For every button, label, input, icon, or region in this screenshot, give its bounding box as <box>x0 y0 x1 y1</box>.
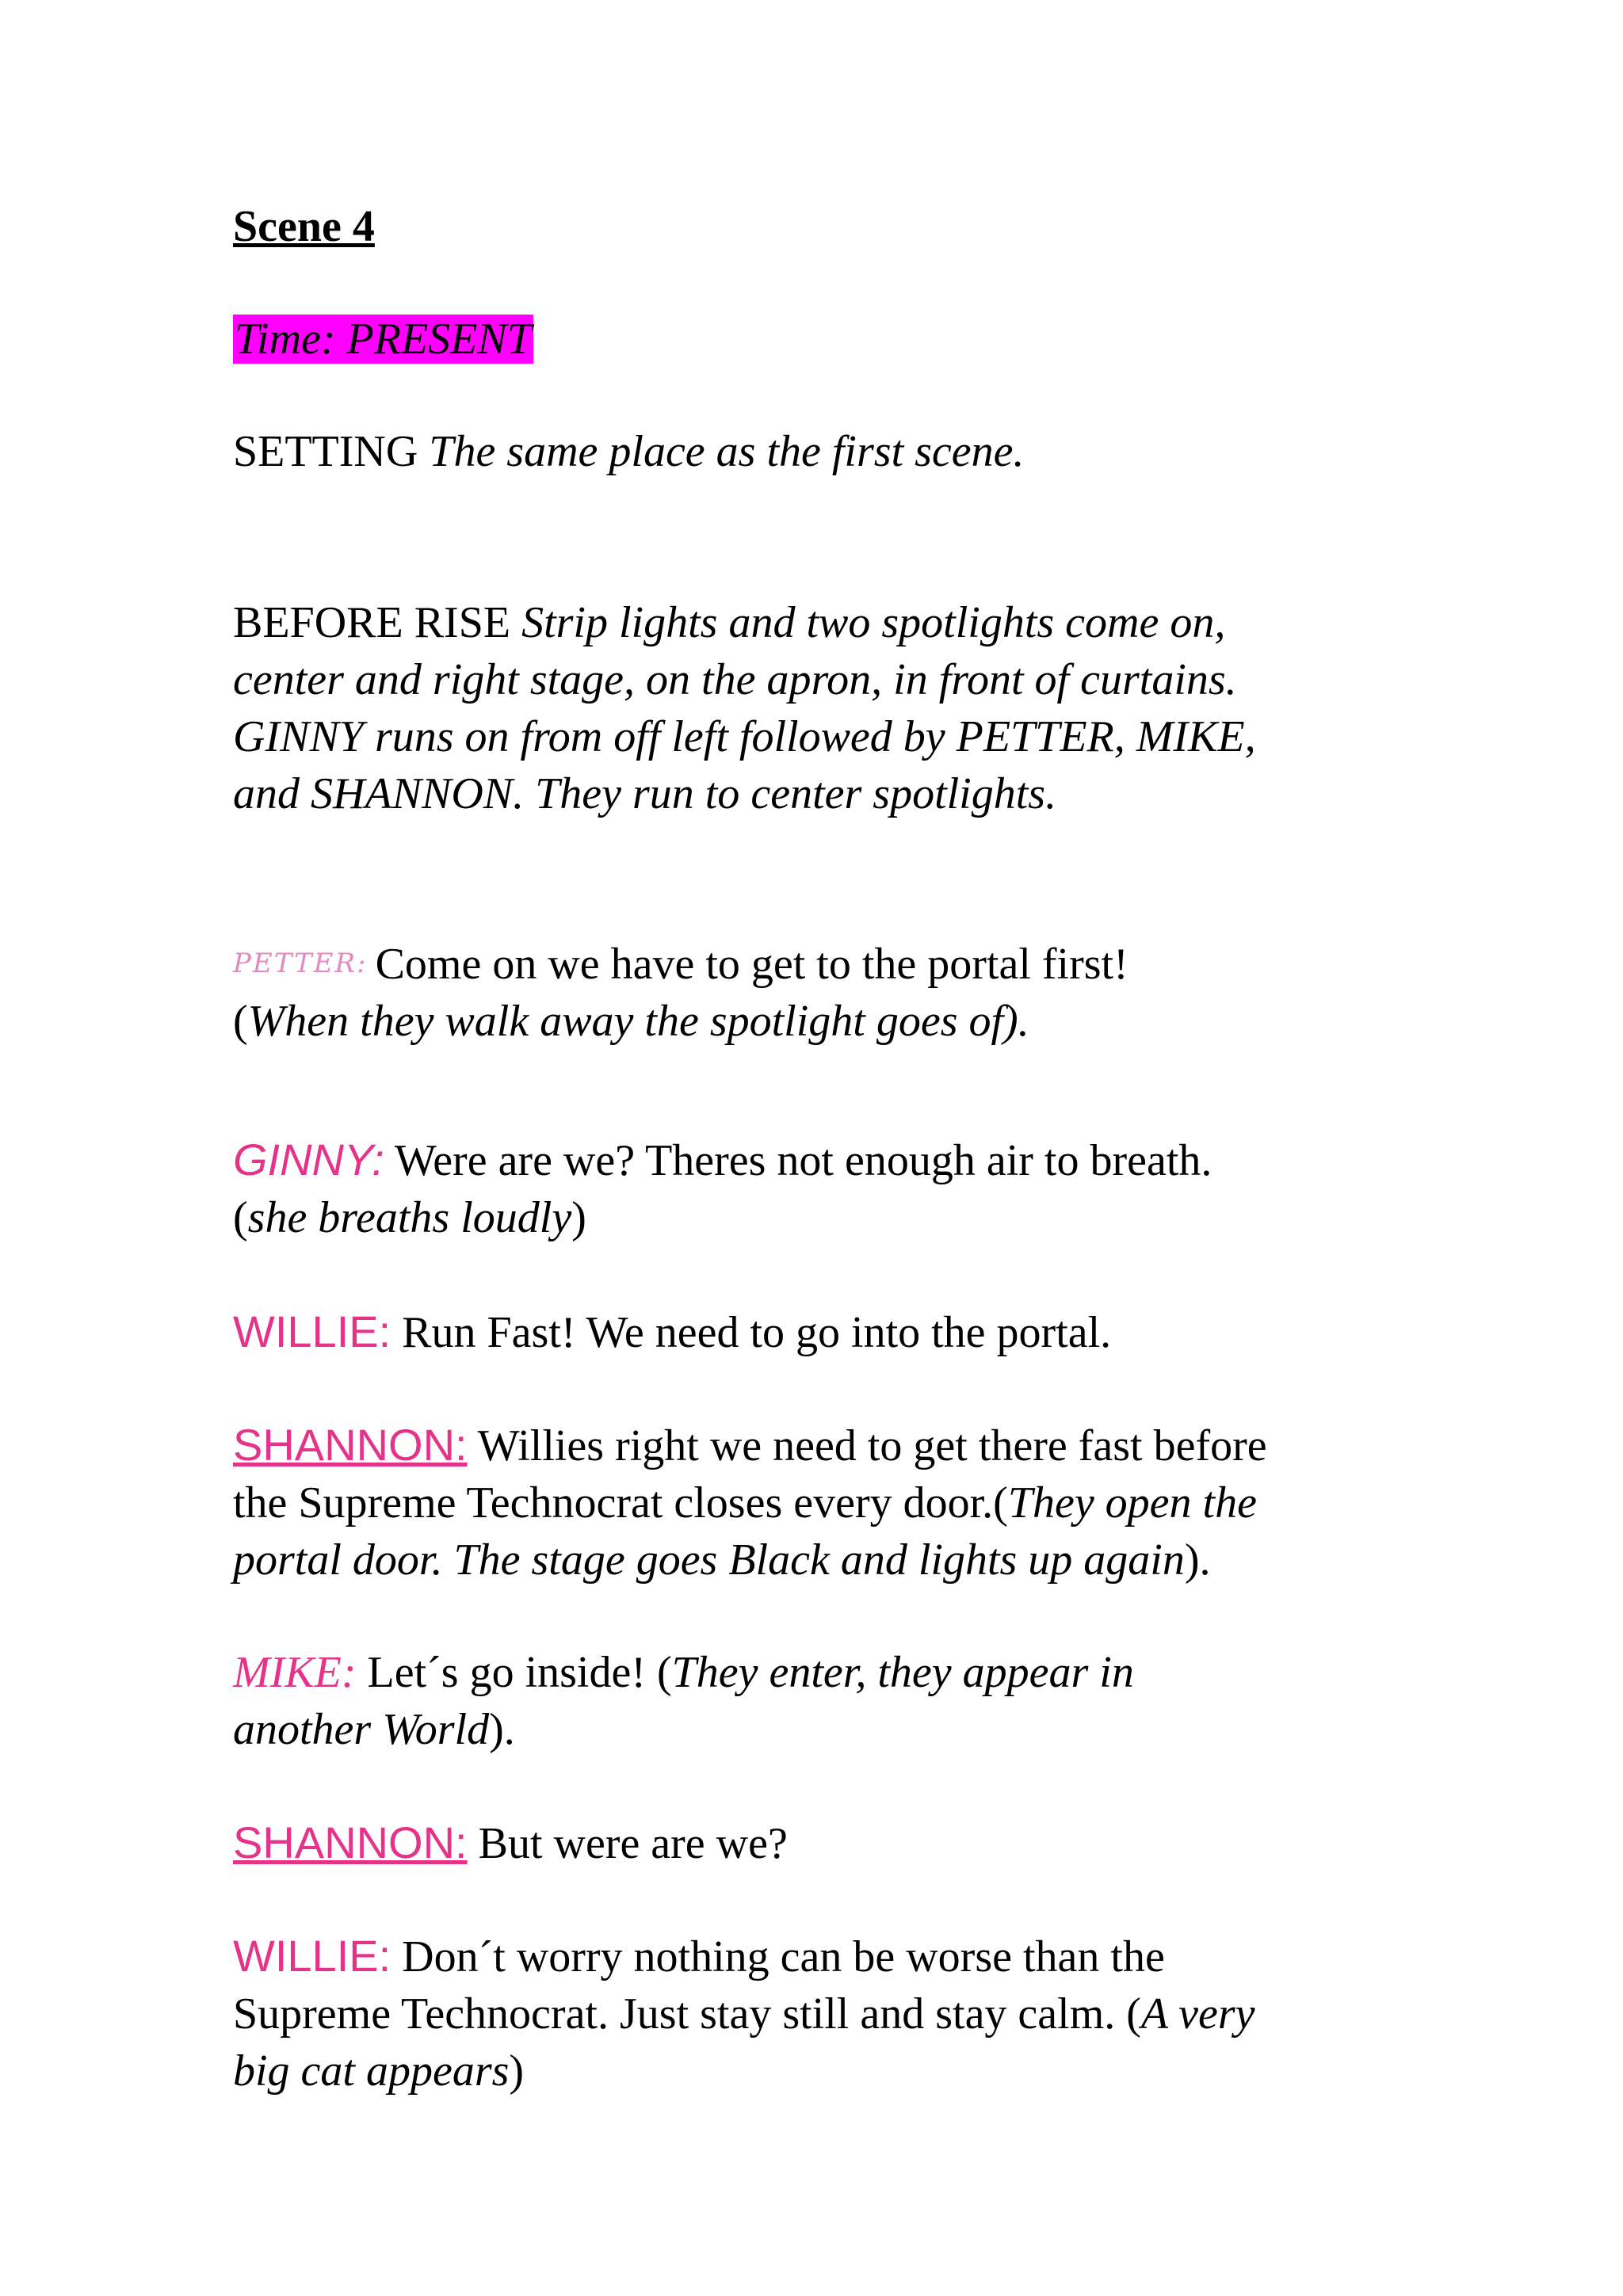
time-highlight: Time: PRESENT <box>235 315 532 364</box>
willie2-close: ) <box>509 2046 525 2096</box>
shannon1-text-1: Willies right we need to get there fast before <box>467 1421 1267 1470</box>
shannon1-line-3 <box>233 1531 1406 1589</box>
petter-direction: When they walk away the spotlight goes of). <box>247 997 1029 1046</box>
setting-text: The same place as the first scene. <box>429 427 1025 476</box>
before-rise-text-1: Strip lights and two spotlights come on, <box>521 598 1226 647</box>
ginny-paren-close: ) <box>571 1193 586 1242</box>
willie2-speaker: WILLIE: <box>233 1931 391 1981</box>
shannon1-line-2 <box>233 1474 1406 1531</box>
time-line <box>233 311 1406 368</box>
ginny-text: Were are we? Theres not enough air to breath. <box>384 1136 1212 1185</box>
shannon1-line-1 <box>233 1417 1406 1474</box>
setting-label: SETTING <box>233 427 418 476</box>
scene-title: Scene 4 <box>233 202 375 251</box>
petter-line-1 <box>233 935 1406 993</box>
petter-line-2 <box>233 993 1406 1050</box>
setting-line <box>233 423 1406 480</box>
shannon1-direction-2: They open the <box>1007 1478 1257 1527</box>
willie2-direction-3: big cat appears <box>233 2046 510 2096</box>
willie2-text-2: Supreme Technocrat. Just stay still and stay calm. ( <box>233 1989 1141 2039</box>
before-rise-line-3: GINNY runs on from off left followed by PETTER, MIKE, <box>233 712 1256 761</box>
ginny-line-2 <box>233 1189 1406 1246</box>
shannon1-direction-3: portal door. The stage goes Black and lights up again <box>233 1535 1185 1585</box>
mike-line-2 <box>233 1701 1406 1758</box>
before-rise-line-2: center and right stage, on the apron, in front of curtains. <box>233 655 1237 704</box>
scene-heading <box>233 198 1406 255</box>
before-rise-label: BEFORE RISE <box>233 598 511 647</box>
mike-direction-1: They enter, they appear in <box>671 1648 1134 1697</box>
before-rise <box>233 594 1406 822</box>
ginny-line-1 <box>233 1131 1406 1189</box>
before-rise-line-1 <box>233 594 1406 651</box>
ginny-dialogue <box>233 1131 1406 1246</box>
shannon1-close: ). <box>1184 1535 1211 1585</box>
willie1-line-1 <box>233 1303 1406 1361</box>
shannon2-speaker: SHANNON: <box>233 1817 468 1867</box>
mike-dialogue <box>233 1644 1406 1758</box>
shannon2-line-1 <box>233 1814 1406 1872</box>
shannon1-text-2: the Supreme Technocrat closes every door.( <box>233 1478 1008 1527</box>
shannon1-speaker: SHANNON: <box>233 1420 468 1470</box>
mike-text: Let´s go inside! ( <box>356 1648 672 1697</box>
willie-dialogue-2 <box>233 1928 1406 2100</box>
willie2-line-3 <box>233 2042 1406 2100</box>
petter-paren: ( <box>233 997 248 1046</box>
before-rise-line-4: and SHANNON. They run to center spotlights. <box>233 769 1057 818</box>
mike-close: ). <box>489 1705 515 1754</box>
ginny-speaker: GINNY: <box>233 1135 384 1184</box>
mike-speaker: MIKE: <box>233 1648 357 1697</box>
petter-text: Come on we have to get to the portal first! <box>375 940 1128 989</box>
shannon-dialogue-1 <box>233 1417 1406 1589</box>
willie2-line-2 <box>233 1985 1406 2042</box>
willie2-direction-2: A very <box>1140 1989 1255 2039</box>
willie2-line-1 <box>233 1928 1406 1985</box>
willie1-speaker: WILLIE: <box>233 1306 391 1356</box>
mike-line-1 <box>233 1644 1406 1701</box>
ginny-paren-open: ( <box>233 1193 248 1242</box>
ginny-direction: she breaths loudly <box>247 1193 572 1242</box>
willie-dialogue-1 <box>233 1303 1406 1361</box>
shannon2-text: But were are we? <box>467 1819 788 1868</box>
willie2-text-1: Don´t worry nothing can be worse than the <box>391 1932 1165 1981</box>
petter-speaker: PETTER: <box>233 948 368 979</box>
mike-direction-2: another World <box>233 1705 490 1754</box>
shannon-dialogue-2 <box>233 1814 1406 1872</box>
willie1-text: Run Fast! We need to go into the portal. <box>391 1308 1112 1357</box>
petter-dialogue <box>233 935 1406 1050</box>
